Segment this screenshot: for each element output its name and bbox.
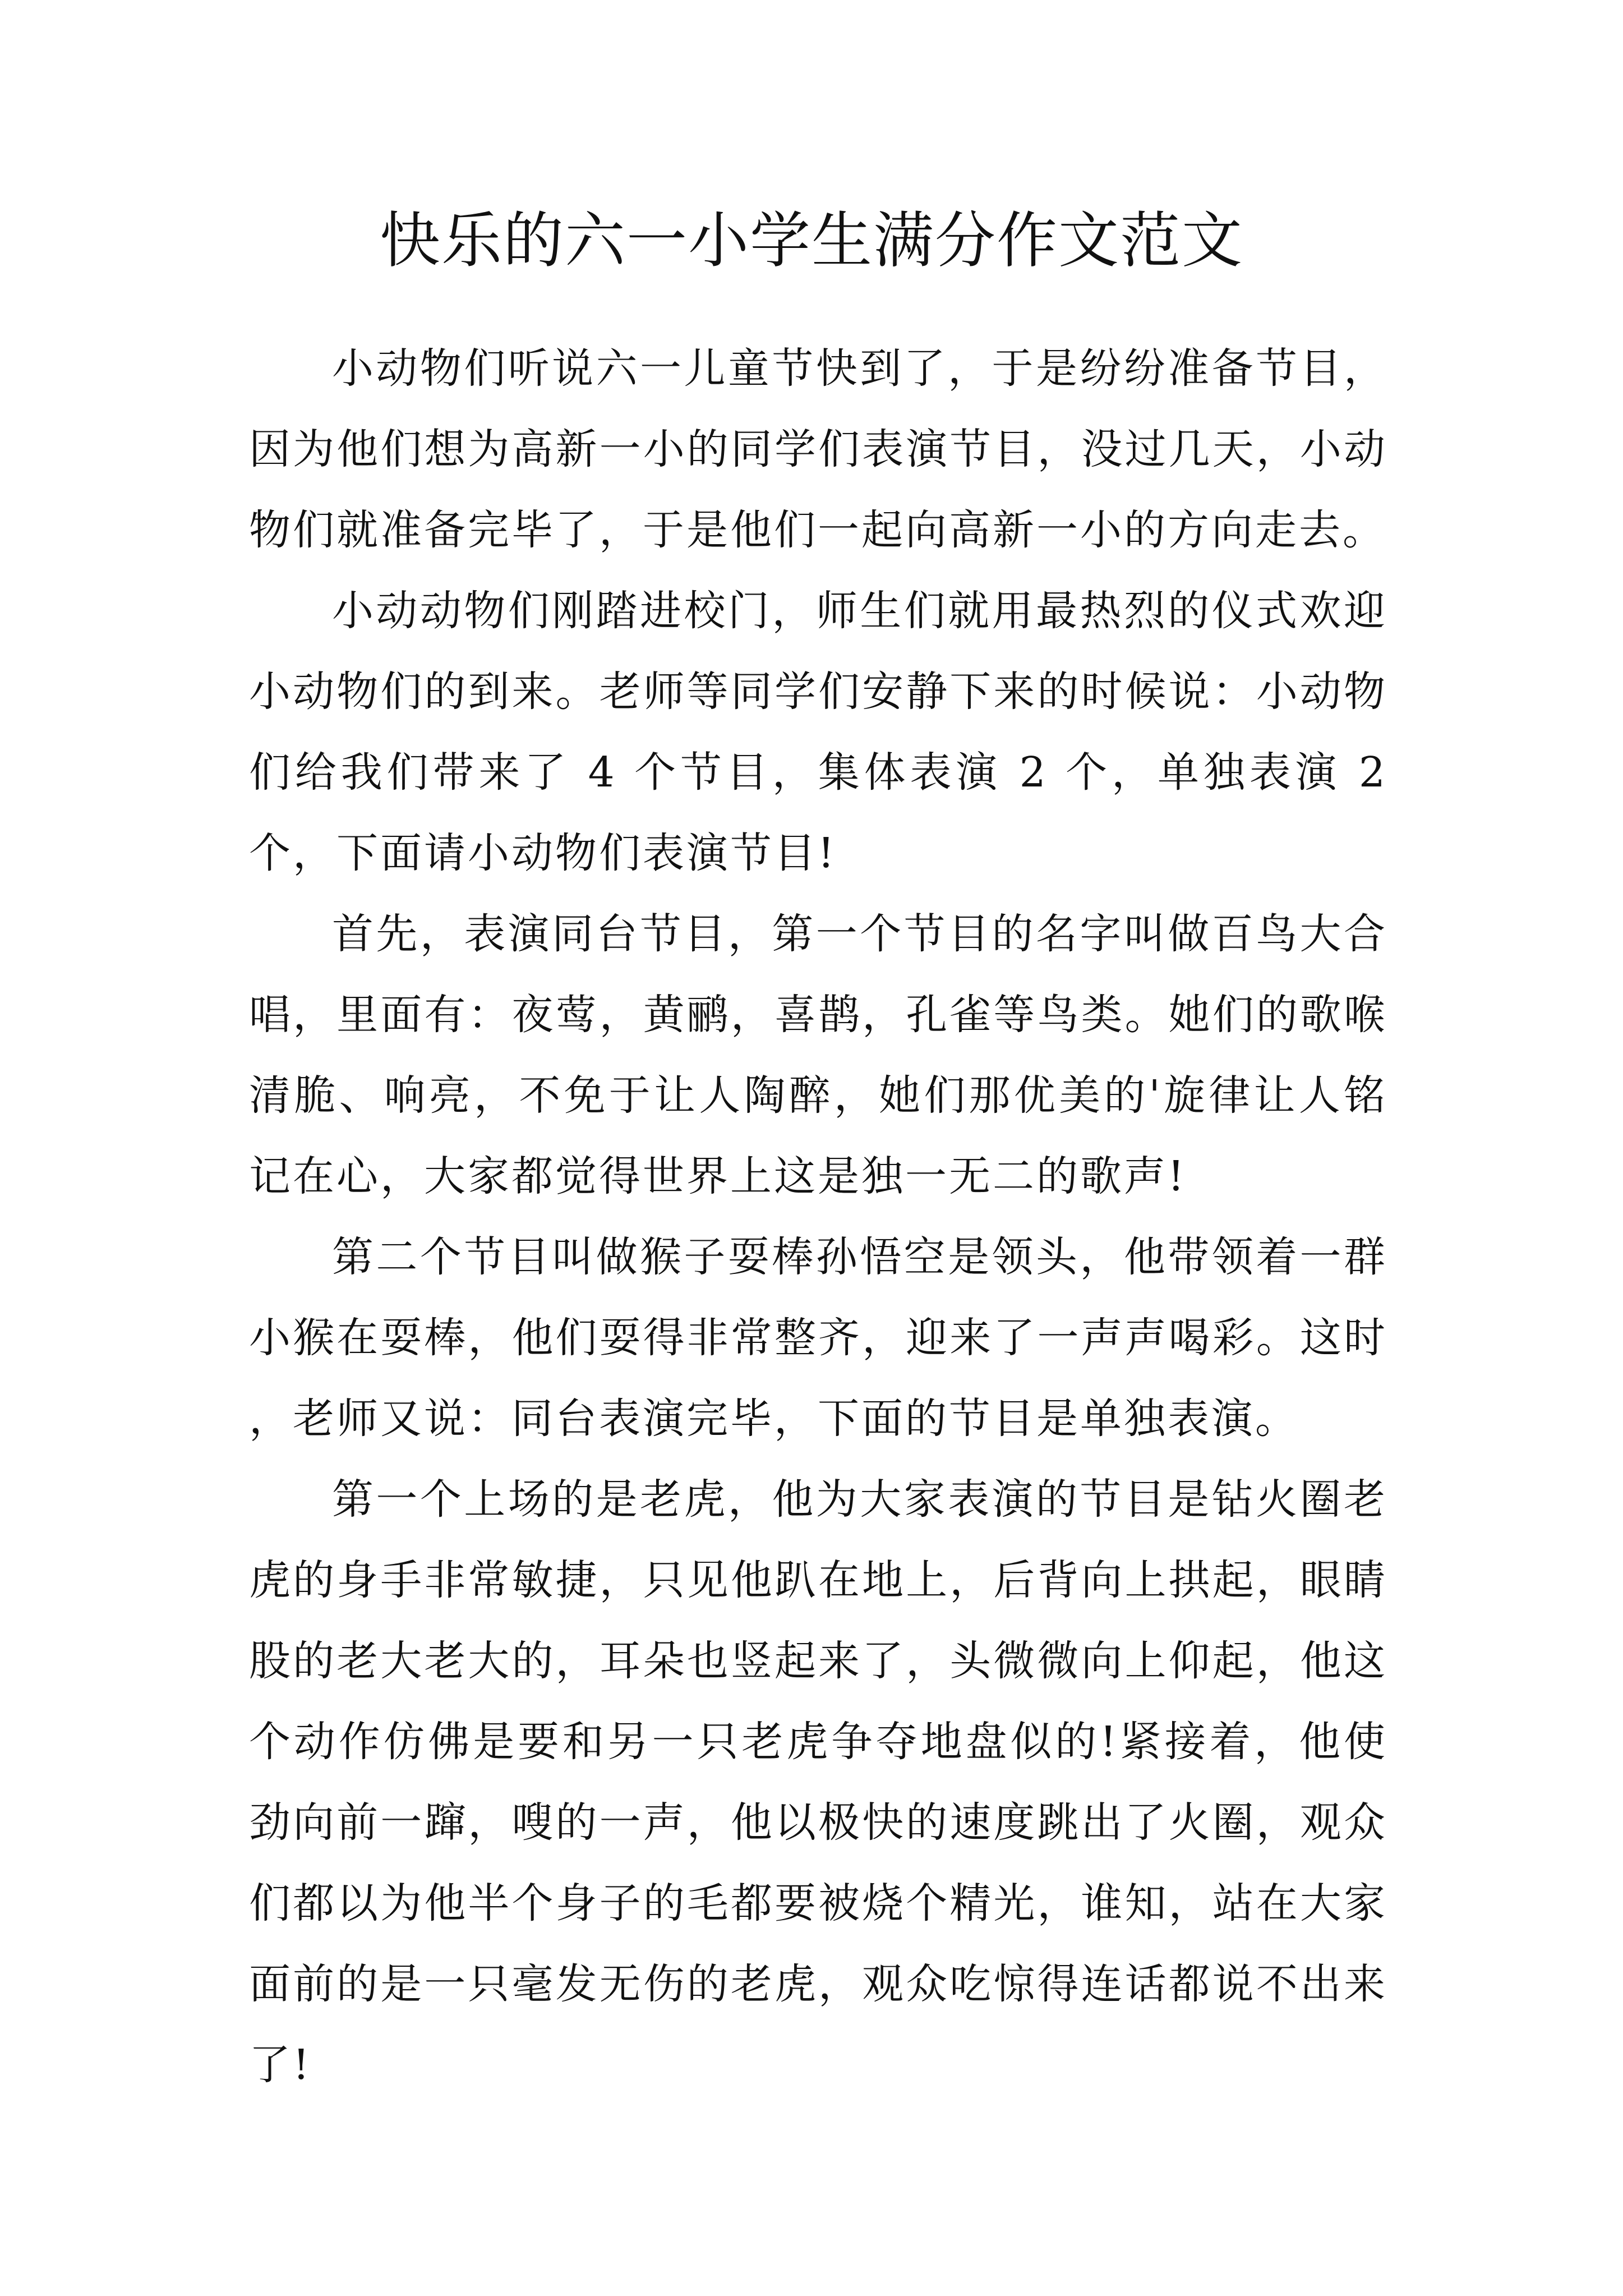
- document-body: [249, 328, 1387, 2105]
- document-title: 快乐的六一小学生满分作文范文: [379, 206, 1243, 276]
- paragraph-3: 首先，表演同台节目，第一个节目的名字叫做百鸟大合唱，里面有：夜莺，黄鹂，喜鹊，孔雀等鸟类。她们的歌喉清脆、响亮，不免于让人陶醉，她们那优美的'旋律让人铭记在心，大家都觉得世界上这是独一无二的歌声!: [249, 910, 1387, 1200]
- paragraph-2: 小动动物们刚踏进校门，师生们就用最热烈的仪式欢迎小动物们的到来。老师等同学们安静下来的时候说：小动物们给我们带来了 4 个节目，集体表演 2 个，单独表演 2 个，下面请小动物们表演节目!: [249, 587, 1387, 877]
- paragraph-1: 小动物们听说六一儿童节快到了，于是纷纷准备节目，因为他们想为高新一小的同学们表演节目，没过几天，小动物们就准备完毕了，于是他们一起向高新一小的方向走去。: [249, 344, 1387, 554]
- paragraph-5: 第一个上场的是老虎，他为大家表演的节目是钻火圈老虎的身手非常敏捷，只见他趴在地上，后背向上拱起，眼睛股的老大老大的，耳朵也竖起来了，头微微向上仰起，他这个动作仿佛是要和另一只老虎争夺地盘似的!紧接着，他使劲向前一蹿，嗖的一声，他以极快的速度跳出了火圈，观众们都以为他半个身子的毛都要被烧个精光，谁知，站在大家面前的是一只毫发无伤的老虎，观众吃惊得连话都说不出来了!: [249, 1475, 1387, 2089]
- paragraph-4: 第二个节目叫做猴子耍棒孙悟空是领头，他带领着一群小猴在耍棒，他们耍得非常整齐，迎来了一声声喝彩。这时，老师又说：同台表演完毕，下面的节目是单独表演。: [249, 1233, 1387, 1443]
